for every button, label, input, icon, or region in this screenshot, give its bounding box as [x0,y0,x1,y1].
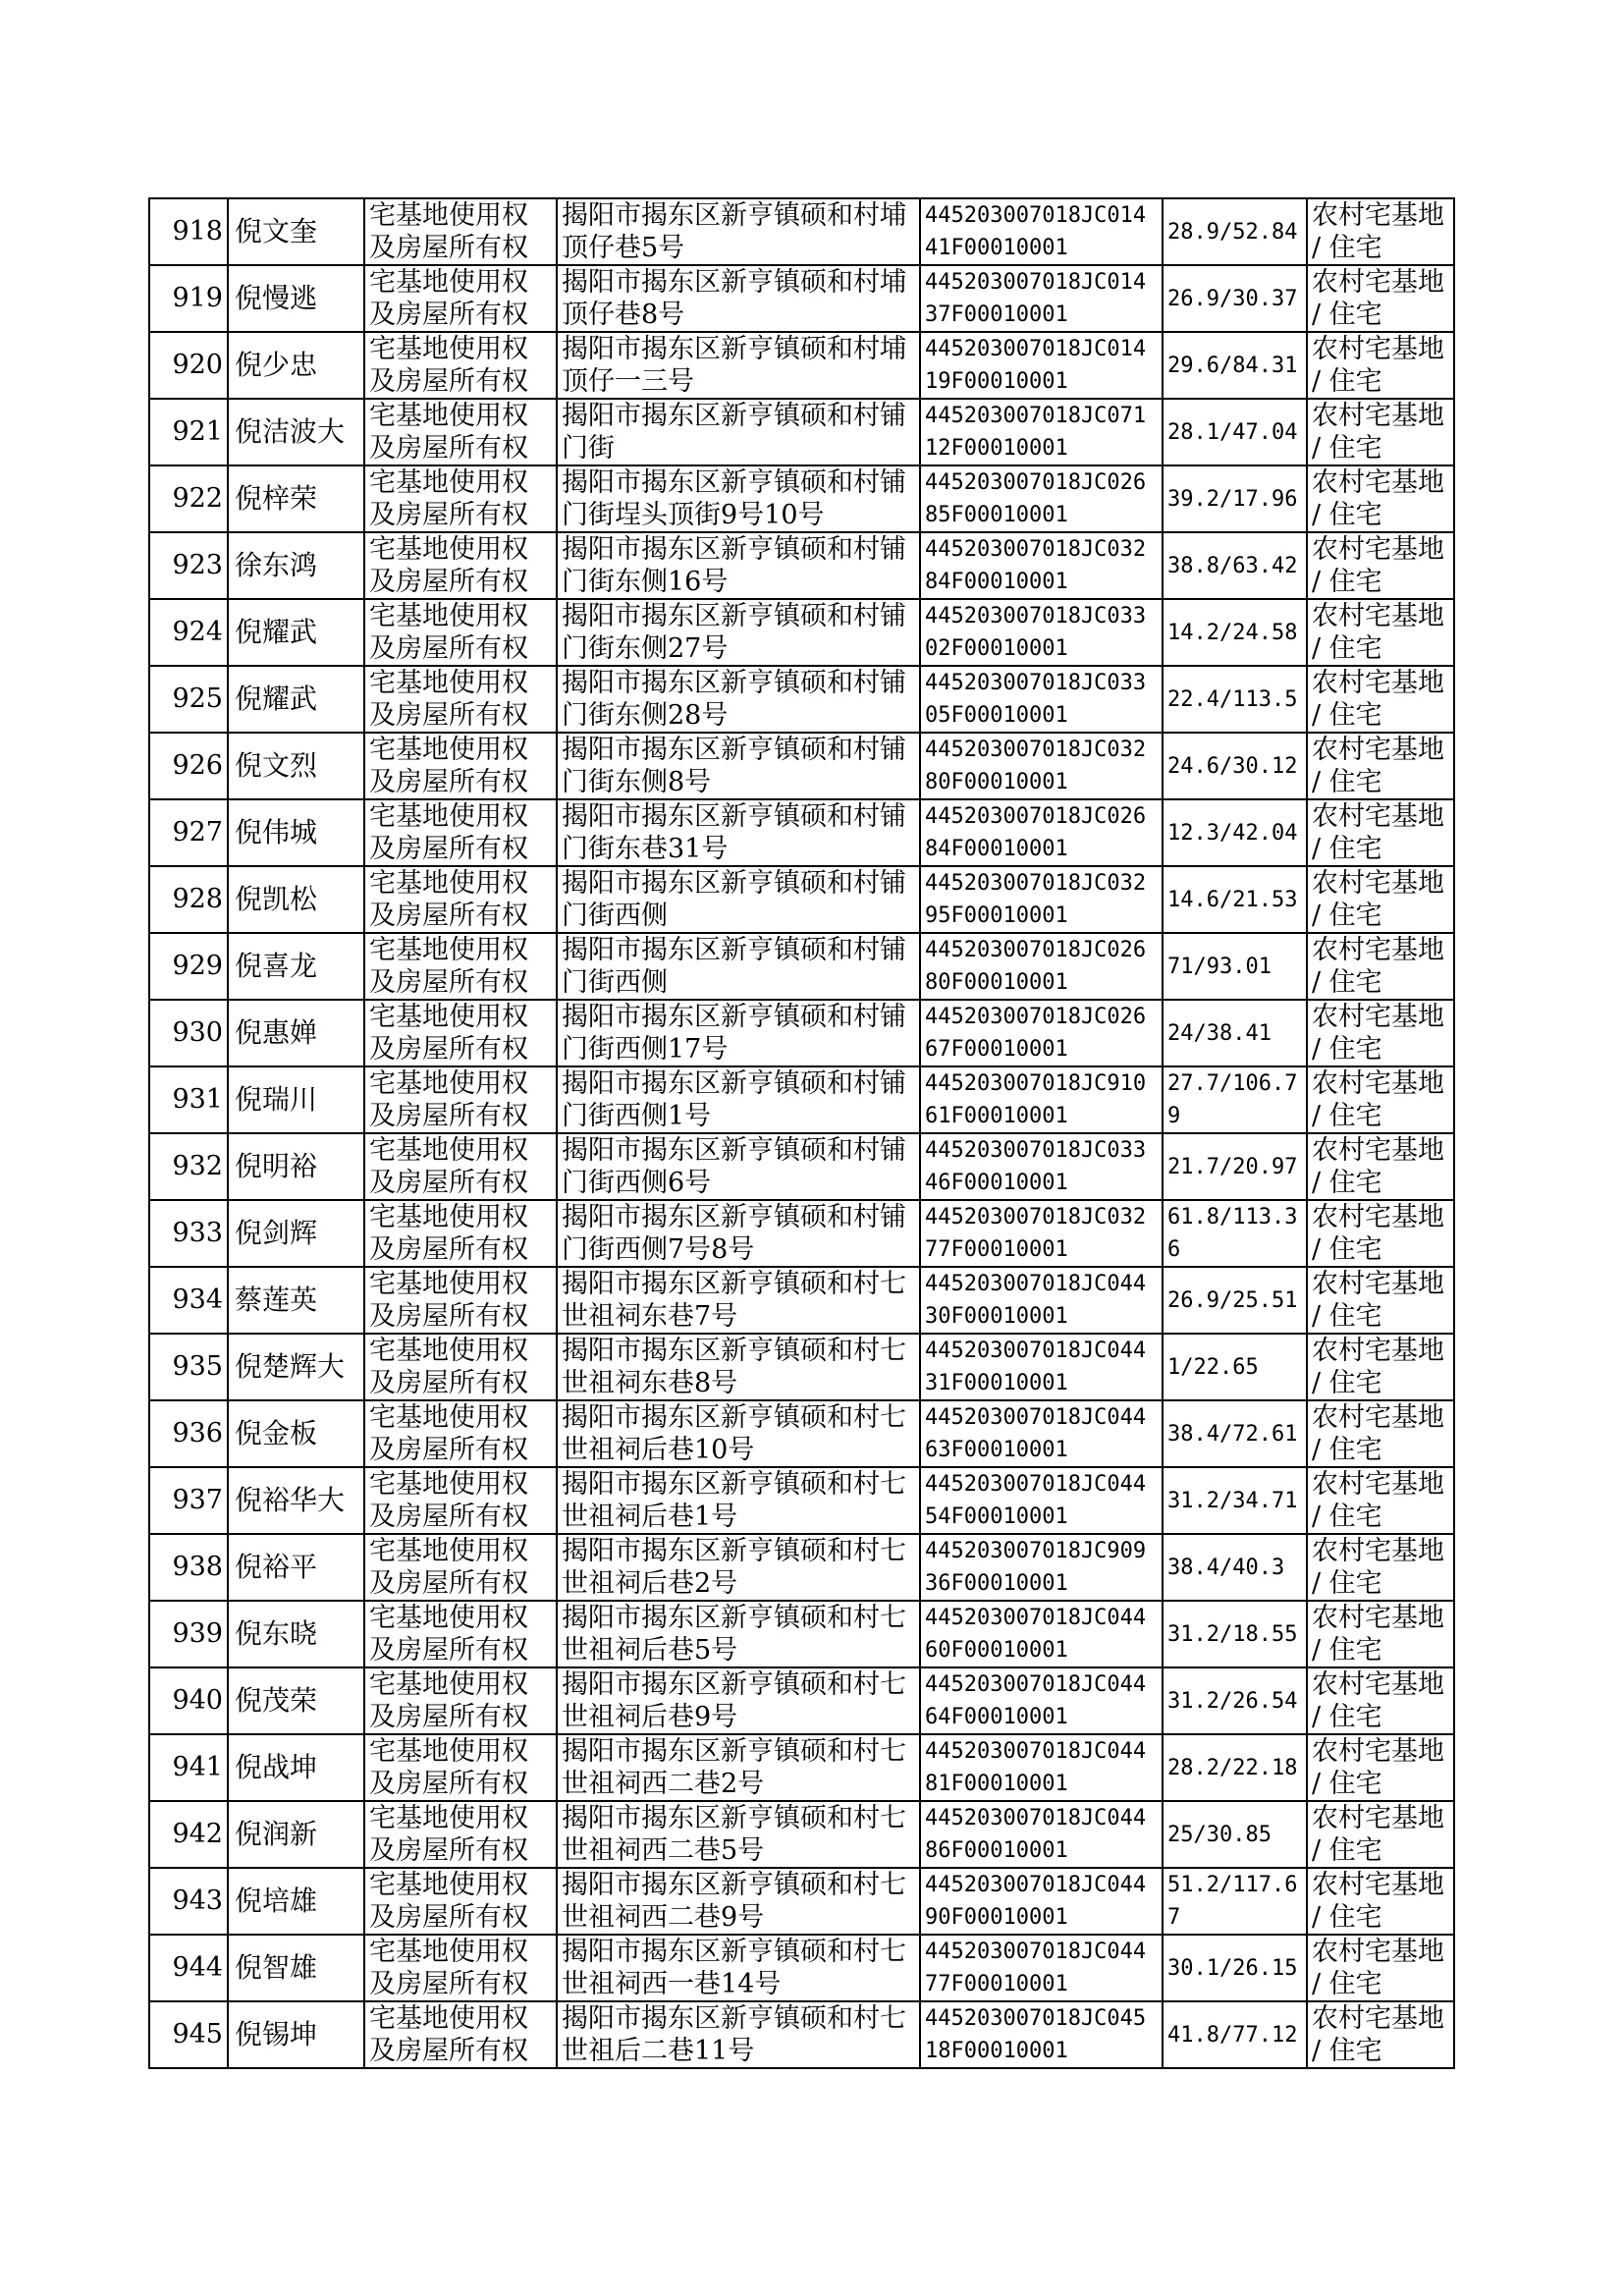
property-address-cell: 揭阳市揭东区新亨镇硕和村铺门街西侧 [557,933,920,1000]
unit-code-cell: 445203007018JC02685F00010001 [920,465,1163,532]
table-row [149,666,1454,733]
area-value-cell: 38.8/63.42 [1163,532,1307,599]
area-value-cell: 38.4/40.3 [1163,1534,1307,1601]
area-value-cell: 29.6/84.31 [1163,332,1307,399]
area-value-cell: 28.2/22.18 [1163,1734,1307,1801]
right-type-cell: 宅基地使用权及房屋所有权 [364,1000,557,1066]
right-type-cell: 宅基地使用权及房屋所有权 [364,1467,557,1534]
area-value-cell: 61.8/113.36 [1163,1200,1307,1267]
unit-code-cell: 445203007018JC01419F00010001 [920,332,1163,399]
property-address-cell: 揭阳市揭东区新亨镇硕和村七世祖祠西二巷9号 [557,1868,920,1935]
row-number-cell: 925 [149,666,228,733]
owner-name-cell: 倪培雄 [228,1868,364,1935]
right-type-cell: 宅基地使用权及房屋所有权 [364,532,557,599]
owner-name-cell: 倪剑辉 [228,1200,364,1267]
unit-code-cell: 445203007018JC04464F00010001 [920,1667,1163,1734]
right-type-cell: 宅基地使用权及房屋所有权 [364,198,557,265]
property-address-cell: 揭阳市揭东区新亨镇硕和村铺门街 [557,399,920,465]
right-type-cell: 宅基地使用权及房屋所有权 [364,1667,557,1734]
unit-code-cell: 445203007018JC04430F00010001 [920,1267,1163,1334]
owner-name-cell: 倪梓荣 [228,465,364,532]
row-number-cell: 940 [149,1667,228,1734]
right-type-cell: 宅基地使用权及房屋所有权 [364,866,557,933]
right-type-cell: 宅基地使用权及房屋所有权 [364,1267,557,1334]
table-row [149,1467,1454,1534]
land-use-cell: 农村宅基地 / 住宅 [1307,1200,1454,1267]
land-use-cell: 农村宅基地 / 住宅 [1307,1935,1454,2001]
property-address-cell: 揭阳市揭东区新亨镇硕和村七世祖祠东巷7号 [557,1267,920,1334]
table-row [149,198,1454,265]
area-value-cell: 14.6/21.53 [1163,866,1307,933]
row-number-cell: 921 [149,399,228,465]
owner-name-cell: 倪喜龙 [228,933,364,1000]
row-number-cell: 918 [149,198,228,265]
row-number-cell: 923 [149,532,228,599]
right-type-cell: 宅基地使用权及房屋所有权 [364,399,557,465]
table-row [149,1868,1454,1935]
right-type-cell: 宅基地使用权及房屋所有权 [364,265,557,332]
right-type-cell: 宅基地使用权及房屋所有权 [364,599,557,666]
land-use-cell: 农村宅基地 / 住宅 [1307,1133,1454,1200]
unit-code-cell: 445203007018JC02680F00010001 [920,933,1163,1000]
unit-code-cell: 445203007018JC03277F00010001 [920,1200,1163,1267]
right-type-cell: 宅基地使用权及房屋所有权 [364,666,557,733]
property-address-cell: 揭阳市揭东区新亨镇硕和村铺门街西侧6号 [557,1133,920,1200]
unit-code-cell: 445203007018JC02667F00010001 [920,1000,1163,1066]
area-value-cell: 31.2/26.54 [1163,1667,1307,1734]
table-row [149,532,1454,599]
table-row [149,1400,1454,1467]
row-number-cell: 932 [149,1133,228,1200]
table-row [149,1000,1454,1066]
row-number-cell: 919 [149,265,228,332]
unit-code-cell: 445203007018JC04463F00010001 [920,1400,1163,1467]
row-number-cell: 931 [149,1066,228,1133]
row-number-cell: 937 [149,1467,228,1534]
owner-name-cell: 倪锡坤 [228,2001,364,2068]
land-use-cell: 农村宅基地 / 住宅 [1307,1267,1454,1334]
right-type-cell: 宅基地使用权及房屋所有权 [364,933,557,1000]
right-type-cell: 宅基地使用权及房屋所有权 [364,1801,557,1868]
row-number-cell: 922 [149,465,228,532]
owner-name-cell: 倪楚辉大 [228,1334,364,1400]
table-body [149,198,1454,2068]
right-type-cell: 宅基地使用权及房屋所有权 [364,1133,557,1200]
area-value-cell: 41.8/77.12 [1163,2001,1307,2068]
unit-code-cell: 445203007018JC04460F00010001 [920,1601,1163,1667]
owner-name-cell: 倪金板 [228,1400,364,1467]
property-address-cell: 揭阳市揭东区新亨镇硕和村埔顶仔巷8号 [557,265,920,332]
right-type-cell: 宅基地使用权及房屋所有权 [364,1935,557,2001]
property-address-cell: 揭阳市揭东区新亨镇硕和村铺门街西侧1号 [557,1066,920,1133]
area-value-cell: 24.6/30.12 [1163,733,1307,799]
table-row [149,1200,1454,1267]
unit-code-cell: 445203007018JC01437F00010001 [920,265,1163,332]
property-address-cell: 揭阳市揭东区新亨镇硕和村七世祖祠后巷2号 [557,1534,920,1601]
owner-name-cell: 倪文奎 [228,198,364,265]
area-value-cell: 21.7/20.97 [1163,1133,1307,1200]
land-use-cell: 农村宅基地 / 住宅 [1307,399,1454,465]
right-type-cell: 宅基地使用权及房屋所有权 [364,799,557,866]
property-address-cell: 揭阳市揭东区新亨镇硕和村七世祖后二巷11号 [557,2001,920,2068]
land-use-cell: 农村宅基地 / 住宅 [1307,465,1454,532]
area-value-cell: 25/30.85 [1163,1801,1307,1868]
property-address-cell: 揭阳市揭东区新亨镇硕和村七世祖祠西二巷2号 [557,1734,920,1801]
area-value-cell: 26.9/25.51 [1163,1267,1307,1334]
owner-name-cell: 倪耀武 [228,666,364,733]
land-use-cell: 农村宅基地 / 住宅 [1307,1467,1454,1534]
land-use-cell: 农村宅基地 / 住宅 [1307,1534,1454,1601]
owner-name-cell: 倪茂荣 [228,1667,364,1734]
table-row [149,1534,1454,1601]
table-row [149,866,1454,933]
area-value-cell: 28.9/52.84 [1163,198,1307,265]
land-use-cell: 农村宅基地 / 住宅 [1307,332,1454,399]
unit-code-cell: 445203007018JC03284F00010001 [920,532,1163,599]
area-value-cell: 12.3/42.04 [1163,799,1307,866]
right-type-cell: 宅基地使用权及房屋所有权 [364,1334,557,1400]
unit-code-cell: 445203007018JC04490F00010001 [920,1868,1163,1935]
unit-code-cell: 445203007018JC04518F00010001 [920,2001,1163,2068]
land-use-cell: 农村宅基地 / 住宅 [1307,1667,1454,1734]
owner-name-cell: 倪明裕 [228,1133,364,1200]
property-address-cell: 揭阳市揭东区新亨镇硕和村铺门街东侧8号 [557,733,920,799]
unit-code-cell: 445203007018JC04477F00010001 [920,1935,1163,2001]
owner-name-cell: 倪东晓 [228,1601,364,1667]
row-number-cell: 924 [149,599,228,666]
unit-code-cell: 445203007018JC90936F00010001 [920,1534,1163,1601]
area-value-cell: 30.1/26.15 [1163,1935,1307,2001]
owner-name-cell: 倪智雄 [228,1935,364,2001]
property-address-cell: 揭阳市揭东区新亨镇硕和村七世祖祠西一巷14号 [557,1935,920,2001]
table-row [149,1667,1454,1734]
table-row [149,2001,1454,2068]
table-row [149,1734,1454,1801]
land-use-cell: 农村宅基地 / 住宅 [1307,1601,1454,1667]
land-use-cell: 农村宅基地 / 住宅 [1307,1400,1454,1467]
land-use-cell: 农村宅基地 / 住宅 [1307,933,1454,1000]
row-number-cell: 927 [149,799,228,866]
row-number-cell: 920 [149,332,228,399]
area-value-cell: 28.1/47.04 [1163,399,1307,465]
owner-name-cell: 倪润新 [228,1801,364,1868]
property-address-cell: 揭阳市揭东区新亨镇硕和村铺门街东巷31号 [557,799,920,866]
land-use-cell: 农村宅基地 / 住宅 [1307,198,1454,265]
table-row [149,799,1454,866]
table-row [149,1066,1454,1133]
registry-table [148,197,1455,2069]
area-value-cell: 31.2/34.71 [1163,1467,1307,1534]
right-type-cell: 宅基地使用权及房屋所有权 [364,1868,557,1935]
unit-code-cell: 445203007018JC04431F00010001 [920,1334,1163,1400]
area-value-cell: 22.4/113.5 [1163,666,1307,733]
table-row [149,1601,1454,1667]
owner-name-cell: 倪少忠 [228,332,364,399]
land-use-cell: 农村宅基地 / 住宅 [1307,1066,1454,1133]
land-use-cell: 农村宅基地 / 住宅 [1307,2001,1454,2068]
property-address-cell: 揭阳市揭东区新亨镇硕和村埔顶仔一三号 [557,332,920,399]
row-number-cell: 926 [149,733,228,799]
row-number-cell: 942 [149,1801,228,1868]
right-type-cell: 宅基地使用权及房屋所有权 [364,465,557,532]
owner-name-cell: 倪伟城 [228,799,364,866]
property-address-cell: 揭阳市揭东区新亨镇硕和村铺门街西侧 [557,866,920,933]
property-address-cell: 揭阳市揭东区新亨镇硕和村七世祖祠后巷1号 [557,1467,920,1534]
property-address-cell: 揭阳市揭东区新亨镇硕和村七世祖祠后巷9号 [557,1667,920,1734]
property-address-cell: 揭阳市揭东区新亨镇硕和村铺门街西侧7号8号 [557,1200,920,1267]
right-type-cell: 宅基地使用权及房屋所有权 [364,733,557,799]
area-value-cell: 26.9/30.37 [1163,265,1307,332]
owner-name-cell: 倪耀武 [228,599,364,666]
property-address-cell: 揭阳市揭东区新亨镇硕和村铺门街东侧27号 [557,599,920,666]
unit-code-cell: 445203007018JC03280F00010001 [920,733,1163,799]
area-value-cell: 1/22.65 [1163,1334,1307,1400]
row-number-cell: 930 [149,1000,228,1066]
table-row [149,733,1454,799]
land-use-cell: 农村宅基地 / 住宅 [1307,599,1454,666]
owner-name-cell: 倪裕平 [228,1534,364,1601]
unit-code-cell: 445203007018JC03346F00010001 [920,1133,1163,1200]
unit-code-cell: 445203007018JC02684F00010001 [920,799,1163,866]
area-value-cell: 14.2/24.58 [1163,599,1307,666]
land-use-cell: 农村宅基地 / 住宅 [1307,1000,1454,1066]
table-row [149,465,1454,532]
row-number-cell: 936 [149,1400,228,1467]
property-address-cell: 揭阳市揭东区新亨镇硕和村铺门街埕头顶街9号10号 [557,465,920,532]
table-row [149,933,1454,1000]
land-use-cell: 农村宅基地 / 住宅 [1307,666,1454,733]
owner-name-cell: 倪文烈 [228,733,364,799]
row-number-cell: 939 [149,1601,228,1667]
owner-name-cell: 倪洁波大 [228,399,364,465]
owner-name-cell: 徐东鸿 [228,532,364,599]
property-address-cell: 揭阳市揭东区新亨镇硕和村七世祖祠后巷10号 [557,1400,920,1467]
land-use-cell: 农村宅基地 / 住宅 [1307,1334,1454,1400]
unit-code-cell: 445203007018JC04481F00010001 [920,1734,1163,1801]
table-row [149,1334,1454,1400]
property-address-cell: 揭阳市揭东区新亨镇硕和村七世祖祠东巷8号 [557,1334,920,1400]
row-number-cell: 929 [149,933,228,1000]
right-type-cell: 宅基地使用权及房屋所有权 [364,1400,557,1467]
owner-name-cell: 倪裕华大 [228,1467,364,1534]
row-number-cell: 928 [149,866,228,933]
land-use-cell: 农村宅基地 / 住宅 [1307,866,1454,933]
unit-code-cell: 445203007018JC91061F00010001 [920,1066,1163,1133]
table-row [149,599,1454,666]
unit-code-cell: 445203007018JC03305F00010001 [920,666,1163,733]
right-type-cell: 宅基地使用权及房屋所有权 [364,1200,557,1267]
row-number-cell: 938 [149,1534,228,1601]
owner-name-cell: 倪瑞川 [228,1066,364,1133]
right-type-cell: 宅基地使用权及房屋所有权 [364,1066,557,1133]
row-number-cell: 943 [149,1868,228,1935]
right-type-cell: 宅基地使用权及房屋所有权 [364,332,557,399]
unit-code-cell: 445203007018JC01441F00010001 [920,198,1163,265]
row-number-cell: 941 [149,1734,228,1801]
land-use-cell: 农村宅基地 / 住宅 [1307,1734,1454,1801]
land-use-cell: 农村宅基地 / 住宅 [1307,799,1454,866]
right-type-cell: 宅基地使用权及房屋所有权 [364,1601,557,1667]
owner-name-cell: 倪战坤 [228,1734,364,1801]
area-value-cell: 51.2/117.67 [1163,1868,1307,1935]
table-row [149,1801,1454,1868]
area-value-cell: 27.7/106.79 [1163,1066,1307,1133]
land-use-cell: 农村宅基地 / 住宅 [1307,1868,1454,1935]
row-number-cell: 933 [149,1200,228,1267]
land-use-cell: 农村宅基地 / 住宅 [1307,532,1454,599]
row-number-cell: 934 [149,1267,228,1334]
owner-name-cell: 蔡莲英 [228,1267,364,1334]
row-number-cell: 944 [149,1935,228,2001]
property-address-cell: 揭阳市揭东区新亨镇硕和村铺门街西侧17号 [557,1000,920,1066]
unit-code-cell: 445203007018JC04454F00010001 [920,1467,1163,1534]
unit-code-cell: 445203007018JC03302F00010001 [920,599,1163,666]
owner-name-cell: 倪凯松 [228,866,364,933]
land-use-cell: 农村宅基地 / 住宅 [1307,265,1454,332]
right-type-cell: 宅基地使用权及房屋所有权 [364,2001,557,2068]
owner-name-cell: 倪惠婵 [228,1000,364,1066]
row-number-cell: 935 [149,1334,228,1400]
land-use-cell: 农村宅基地 / 住宅 [1307,1801,1454,1868]
row-number-cell: 945 [149,2001,228,2068]
land-use-cell: 农村宅基地 / 住宅 [1307,733,1454,799]
table-row [149,399,1454,465]
area-value-cell: 39.2/17.96 [1163,465,1307,532]
table-row [149,1133,1454,1200]
area-value-cell: 31.2/18.55 [1163,1601,1307,1667]
table-row [149,1267,1454,1334]
right-type-cell: 宅基地使用权及房屋所有权 [364,1734,557,1801]
unit-code-cell: 445203007018JC07112F00010001 [920,399,1163,465]
area-value-cell: 24/38.41 [1163,1000,1307,1066]
area-value-cell: 71/93.01 [1163,933,1307,1000]
property-address-cell: 揭阳市揭东区新亨镇硕和村铺门街东侧16号 [557,532,920,599]
table-row [149,1935,1454,2001]
owner-name-cell: 倪慢逃 [228,265,364,332]
area-value-cell: 38.4/72.61 [1163,1400,1307,1467]
table-row [149,332,1454,399]
table-row [149,265,1454,332]
property-address-cell: 揭阳市揭东区新亨镇硕和村七世祖祠后巷5号 [557,1601,920,1667]
unit-code-cell: 445203007018JC04486F00010001 [920,1801,1163,1868]
right-type-cell: 宅基地使用权及房屋所有权 [364,1534,557,1601]
property-address-cell: 揭阳市揭东区新亨镇硕和村埔顶仔巷5号 [557,198,920,265]
unit-code-cell: 445203007018JC03295F00010001 [920,866,1163,933]
property-address-cell: 揭阳市揭东区新亨镇硕和村铺门街东侧28号 [557,666,920,733]
property-address-cell: 揭阳市揭东区新亨镇硕和村七世祖祠西二巷5号 [557,1801,920,1868]
